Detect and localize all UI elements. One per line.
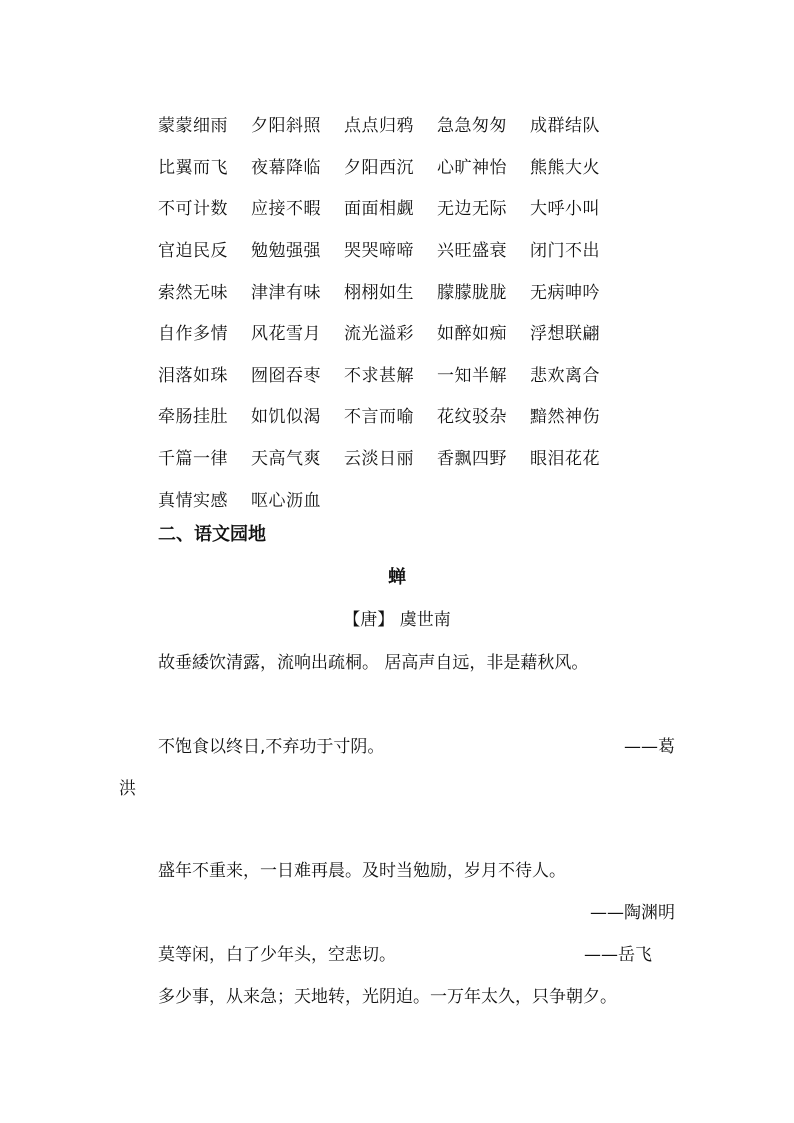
idiom-item: 如醉如痴 bbox=[437, 324, 507, 345]
idiom-item: 比翼而飞 bbox=[158, 157, 228, 178]
idiom-item: 牵肠挂肚 bbox=[158, 407, 228, 428]
idiom-row bbox=[158, 436, 623, 478]
quote-attribution: ——陶渊明 bbox=[590, 903, 675, 923]
idiom-item: 不可计数 bbox=[158, 199, 228, 220]
poem-title: 蝉 bbox=[388, 567, 406, 588]
idiom-item: 哭哭啼啼 bbox=[344, 241, 414, 262]
idiom-row bbox=[158, 228, 623, 270]
quote-text: 盛年不重来，一日难再晨。及时当勉励，岁月不待人。 bbox=[158, 861, 566, 881]
idiom-item: 浮想联翩 bbox=[530, 324, 600, 345]
idiom-row bbox=[158, 269, 623, 311]
idiom-row bbox=[158, 353, 623, 395]
idiom-item: 急急匆匆 bbox=[437, 116, 507, 137]
idiom-item: 不言而喻 bbox=[344, 407, 414, 428]
idiom-row bbox=[158, 311, 623, 353]
idiom-item: 索然无味 bbox=[158, 282, 228, 303]
idiom-item: 眼泪花花 bbox=[530, 449, 600, 470]
idiom-item: 真情实感 bbox=[158, 490, 228, 511]
idiom-item: 如饥似渴 bbox=[251, 407, 321, 428]
idiom-row bbox=[158, 145, 623, 187]
idiom-item: 泪落如珠 bbox=[158, 365, 228, 386]
idiom-item: 闭门不出 bbox=[530, 241, 600, 262]
idiom-item: 津津有味 bbox=[251, 282, 321, 303]
idiom-item: 天高气爽 bbox=[251, 449, 321, 470]
idiom-item: 风花雪月 bbox=[251, 324, 321, 345]
idiom-row bbox=[158, 103, 623, 145]
idiom-item: 应接不暇 bbox=[251, 199, 321, 220]
quote-attribution: ——葛 bbox=[624, 737, 675, 757]
idiom-item: 夕阳斜照 bbox=[251, 116, 321, 137]
idiom-item: 成群结队 bbox=[530, 116, 600, 137]
idiom-item: 一知半解 bbox=[437, 365, 507, 386]
idiom-item: 香飘四野 bbox=[437, 449, 507, 470]
idiom-item: 面面相觑 bbox=[344, 199, 414, 220]
quote-text: 不饱食以终日,不弃功于寸阴。 bbox=[158, 737, 385, 757]
idiom-item: 千篇一律 bbox=[158, 449, 228, 470]
idiom-item: 自作多情 bbox=[158, 324, 228, 345]
idiom-item: 流光溢彩 bbox=[344, 324, 414, 345]
section-heading: 二、语文园地 bbox=[158, 524, 266, 545]
idiom-item: 朦朦胧胧 bbox=[437, 282, 507, 303]
quote-attribution: ——岳飞 bbox=[584, 945, 652, 965]
quote-text: 多少事，从来急；天地转，光阴迫。一万年太久，只争朝夕。 bbox=[158, 987, 617, 1007]
idiom-item: 夜幕降临 bbox=[251, 157, 321, 178]
idiom-item: 囫囵吞枣 bbox=[251, 365, 321, 386]
idiom-item: 不求甚解 bbox=[344, 365, 414, 386]
idiom-item: 熊熊大火 bbox=[530, 157, 600, 178]
idiom-item: 心旷神怡 bbox=[437, 157, 507, 178]
poem-author: 【唐】 虞世南 bbox=[343, 610, 451, 630]
quote-attribution-continued: 洪 bbox=[119, 779, 136, 799]
idiom-item: 勉勉强强 bbox=[251, 241, 321, 262]
idiom-row bbox=[158, 394, 623, 436]
idiom-item: 栩栩如生 bbox=[344, 282, 414, 303]
poem-text: 故垂緌饮清露，流响出疏桐。 居高声自远，非是藉秋风。 bbox=[158, 653, 589, 673]
idiom-item: 大呼小叫 bbox=[530, 199, 600, 220]
idiom-item: 兴旺盛衰 bbox=[437, 241, 507, 262]
quote-text: 莫等闲，白了少年头，空悲切。 bbox=[158, 945, 396, 965]
idiom-item: 悲欢离合 bbox=[530, 365, 600, 386]
idiom-row bbox=[158, 186, 623, 228]
idiom-item: 花纹驳杂 bbox=[437, 407, 507, 428]
idiom-item: 无边无际 bbox=[437, 199, 507, 220]
idiom-list bbox=[158, 103, 623, 519]
idiom-item: 点点归鸦 bbox=[344, 116, 414, 137]
idiom-item: 云淡日丽 bbox=[344, 449, 414, 470]
idiom-item: 无病呻吟 bbox=[530, 282, 600, 303]
idiom-row bbox=[158, 477, 623, 519]
idiom-item: 黯然神伤 bbox=[530, 407, 600, 428]
idiom-item: 官迫民反 bbox=[158, 241, 228, 262]
idiom-item: 蒙蒙细雨 bbox=[158, 116, 228, 137]
idiom-item: 呕心沥血 bbox=[251, 490, 321, 511]
idiom-item: 夕阳西沉 bbox=[344, 157, 414, 178]
